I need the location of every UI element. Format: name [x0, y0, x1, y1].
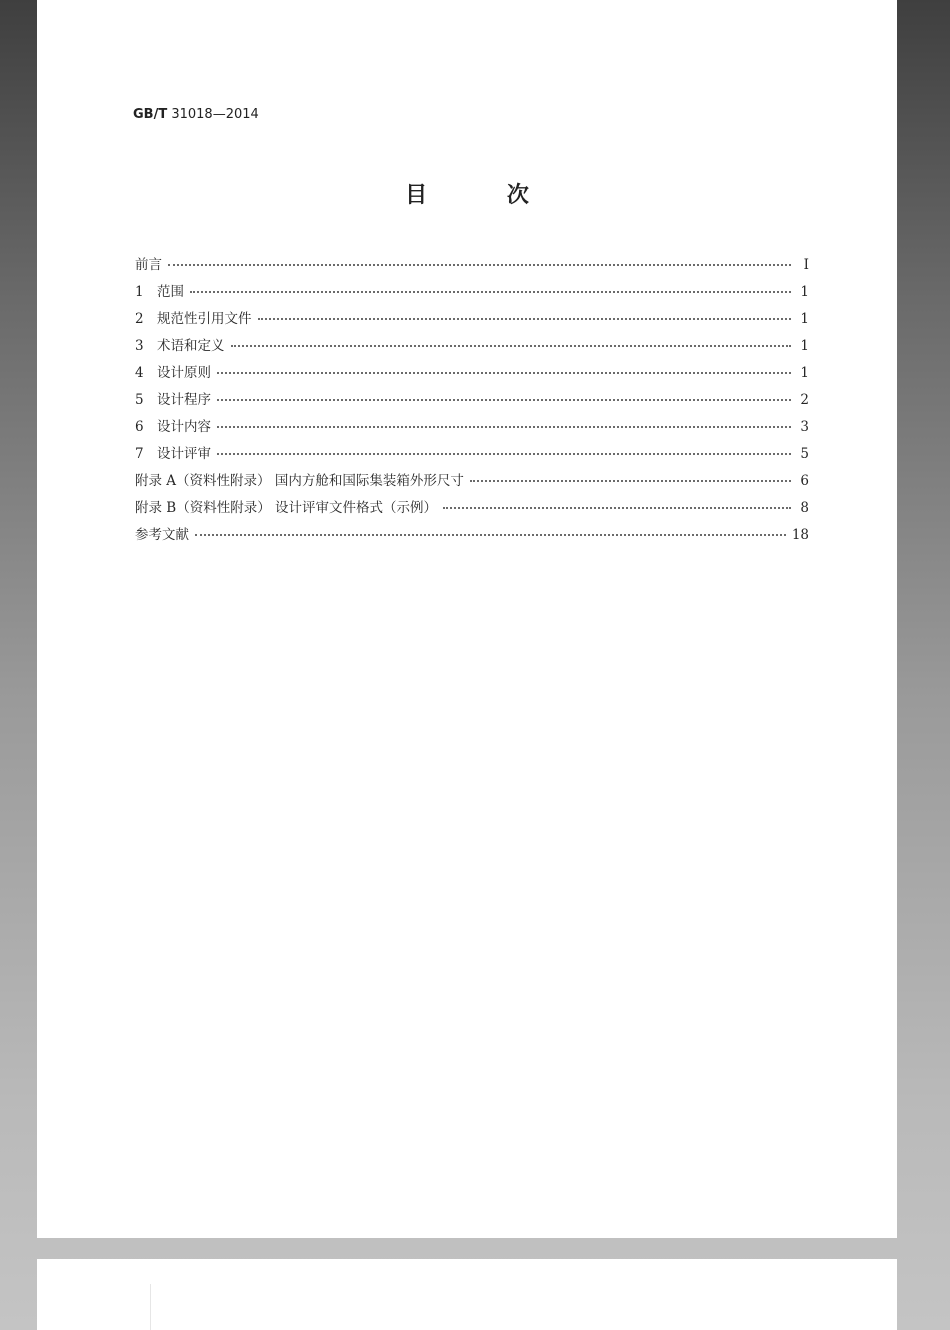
- toc-entry-4[interactable]: [135, 360, 809, 387]
- toc-leader-dots: [217, 372, 791, 374]
- toc-leader-dots: [217, 453, 791, 455]
- toc-section-number: 6: [135, 419, 144, 435]
- toc-page-number: 2: [800, 392, 809, 408]
- table-of-contents: [135, 252, 809, 549]
- toc-leader-dots: [190, 291, 791, 293]
- toc-entry-1[interactable]: [135, 279, 809, 306]
- toc-entry-foreword[interactable]: [135, 252, 809, 279]
- standard-number: 31018—2014: [171, 107, 259, 122]
- toc-section-number: 7: [135, 446, 144, 462]
- toc-entry-title: 2 规范性引用文件: [135, 306, 252, 333]
- toc-leader-dots: [217, 426, 791, 428]
- page-margin-line: [150, 1284, 151, 1330]
- next-page: [37, 1259, 897, 1330]
- toc-leader-dots: [217, 399, 791, 401]
- toc-leader-dots: [231, 345, 792, 347]
- toc-entry-title: 前言: [135, 257, 162, 273]
- toc-page-number: 18: [791, 527, 809, 543]
- toc-section-number: 5: [135, 392, 144, 408]
- toc-entry-title: 附录 A（资料性附录） 国内方舱和国际集装箱外形尺寸: [135, 473, 464, 489]
- toc-entry-title: 1 范围: [135, 279, 184, 306]
- toc-entry-title: 参考文献: [135, 527, 189, 543]
- toc-section-number: 2: [135, 311, 144, 327]
- toc-entry-title: 3 术语和定义: [135, 333, 225, 360]
- toc-section-number: 4: [135, 365, 144, 381]
- toc-entry-7[interactable]: [135, 441, 809, 468]
- toc-page-number: 3: [800, 419, 809, 435]
- toc-entry-3[interactable]: [135, 333, 809, 360]
- toc-page-number: 5: [800, 446, 809, 462]
- standard-prefix: GB/T: [133, 107, 168, 122]
- toc-entry-5[interactable]: [135, 387, 809, 414]
- toc-page-number: 6: [800, 473, 809, 489]
- toc-entry-title: 4 设计原则: [135, 360, 211, 387]
- toc-entry-references[interactable]: [135, 522, 809, 549]
- toc-title: 目 次: [405, 183, 565, 208]
- toc-page-number: 1: [800, 311, 809, 327]
- toc-entry-title: 6 设计内容: [135, 414, 211, 441]
- toc-entry-6[interactable]: [135, 414, 809, 441]
- toc-leader-dots: [195, 534, 786, 536]
- toc-page-number: Ⅰ: [803, 257, 809, 273]
- toc-section-number: 3: [135, 338, 144, 354]
- toc-section-number: 1: [135, 284, 144, 300]
- toc-leader-dots: [258, 318, 792, 320]
- toc-page-number: 8: [800, 500, 809, 516]
- standard-code: [133, 107, 259, 122]
- toc-entry-2[interactable]: [135, 306, 809, 333]
- toc-leader-dots: [443, 507, 791, 509]
- document-page: [37, 0, 897, 1238]
- toc-entry-title: 5 设计程序: [135, 387, 211, 414]
- toc-leader-dots: [470, 480, 791, 482]
- toc-leader-dots: [168, 264, 791, 266]
- toc-entry-title: 附录 B（资料性附录） 设计评审文件格式（示例）: [135, 500, 438, 516]
- toc-page-number: 1: [800, 284, 809, 300]
- toc-entry-appendix-b[interactable]: [135, 495, 809, 522]
- toc-page-number: 1: [800, 338, 809, 354]
- toc-entry-title: 7 设计评审: [135, 441, 211, 468]
- toc-page-number: 1: [800, 365, 809, 381]
- toc-entry-appendix-a[interactable]: [135, 468, 809, 495]
